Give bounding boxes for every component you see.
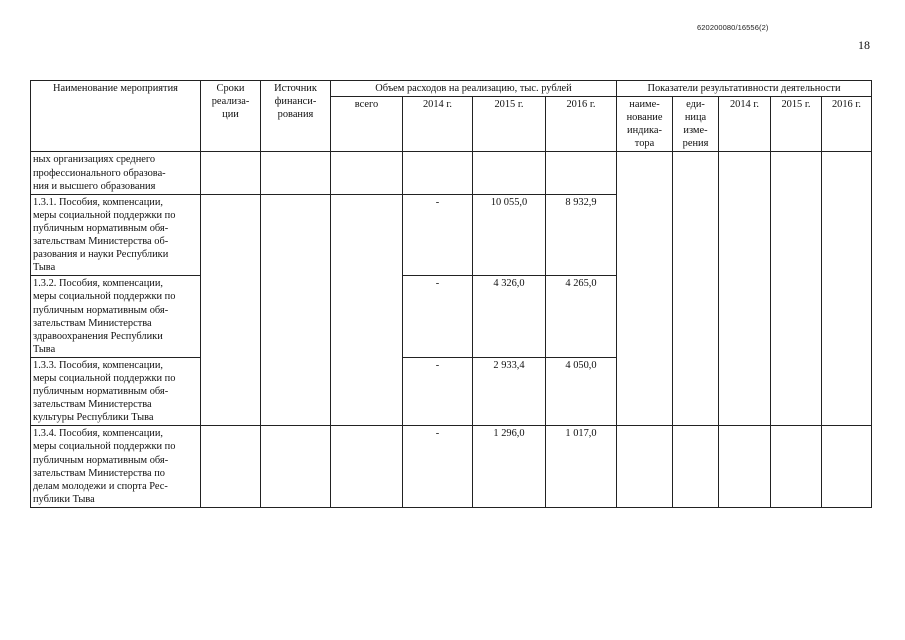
table-row xyxy=(31,426,872,508)
header-2015: 2015 г. xyxy=(473,97,546,152)
row-terms xyxy=(201,152,261,194)
row-name: ных организациях среднего профессионального образова- ния и высшего образования xyxy=(31,152,201,194)
row-name: 1.3.3. Пособия, компенсации, меры социальной поддержки по публичным нормативным обя- зательствам Министерства культуры Республики Тыва xyxy=(31,357,201,425)
row-total xyxy=(331,426,403,508)
header-source: Источник финанси- рования xyxy=(261,81,331,152)
row-ind-2015 xyxy=(771,426,822,508)
row-source xyxy=(261,152,331,194)
row-2015: 2 933,4 xyxy=(473,357,546,425)
row-2014: - xyxy=(403,194,473,276)
row-total xyxy=(331,194,403,426)
header-total: всего xyxy=(331,97,403,152)
header-unit: еди- ница изме- рения xyxy=(673,97,719,152)
page-number: 18 xyxy=(858,38,870,52)
row-2014: - xyxy=(403,357,473,425)
header-ind-2015: 2015 г. xyxy=(771,97,822,152)
header-ind-2014: 2014 г. xyxy=(719,97,771,152)
row-ind-2016 xyxy=(822,426,872,508)
row-indicator-name xyxy=(617,152,673,426)
document-id-stamp: 620200080/16556(2) xyxy=(697,23,769,32)
row-2016 xyxy=(546,152,617,194)
header-name: Наименование мероприятия xyxy=(31,81,201,152)
row-unit xyxy=(673,152,719,426)
header-indicators-group: Показатели результативности деятельности xyxy=(617,81,872,97)
row-2015: 4 326,0 xyxy=(473,276,546,358)
row-indicator-name xyxy=(617,426,673,508)
header-ind-2016: 2016 г. xyxy=(822,97,872,152)
row-name: 1.3.2. Пособия, компенсации, меры социальной поддержки по публичным нормативным обя- зательствам Министерства здравоохранения Республики Тыва xyxy=(31,276,201,358)
row-2016: 1 017,0 xyxy=(546,426,617,508)
row-source xyxy=(261,194,331,426)
header-expense-group: Объем расходов на реализацию, тыс. рублей xyxy=(331,81,617,97)
row-2014: - xyxy=(403,276,473,358)
expense-table xyxy=(30,80,872,508)
row-terms xyxy=(201,426,261,508)
row-ind-2014 xyxy=(719,152,771,426)
table-row xyxy=(31,152,872,194)
row-2015: 1 296,0 xyxy=(473,426,546,508)
row-2016: 4 265,0 xyxy=(546,276,617,358)
header-2016: 2016 г. xyxy=(546,97,617,152)
row-2016: 8 932,9 xyxy=(546,194,617,276)
header-terms: Сроки реализа- ции xyxy=(201,81,261,152)
row-2016: 4 050,0 xyxy=(546,357,617,425)
row-2015: 10 055,0 xyxy=(473,194,546,276)
row-terms xyxy=(201,194,261,426)
row-2014 xyxy=(403,152,473,194)
row-2014: - xyxy=(403,426,473,508)
row-name: 1.3.1. Пособия, компенсации, меры социальной поддержки по публичным нормативным обя- зательствам Министерства об- разования и науки Республики Тыва xyxy=(31,194,201,276)
header-row-1 xyxy=(31,81,872,97)
row-name: 1.3.4. Пособия, компенсации, меры социальной поддержки по публичным нормативным обя- зательствам Министерства по делам молодежи и спорта Рес- публики Тыва xyxy=(31,426,201,508)
row-unit xyxy=(673,426,719,508)
row-total xyxy=(331,152,403,194)
row-ind-2014 xyxy=(719,426,771,508)
row-ind-2016 xyxy=(822,152,872,426)
row-2015 xyxy=(473,152,546,194)
row-source xyxy=(261,426,331,508)
row-ind-2015 xyxy=(771,152,822,426)
header-indicator-name: наиме- нование индика- тора xyxy=(617,97,673,152)
header-2014: 2014 г. xyxy=(403,97,473,152)
